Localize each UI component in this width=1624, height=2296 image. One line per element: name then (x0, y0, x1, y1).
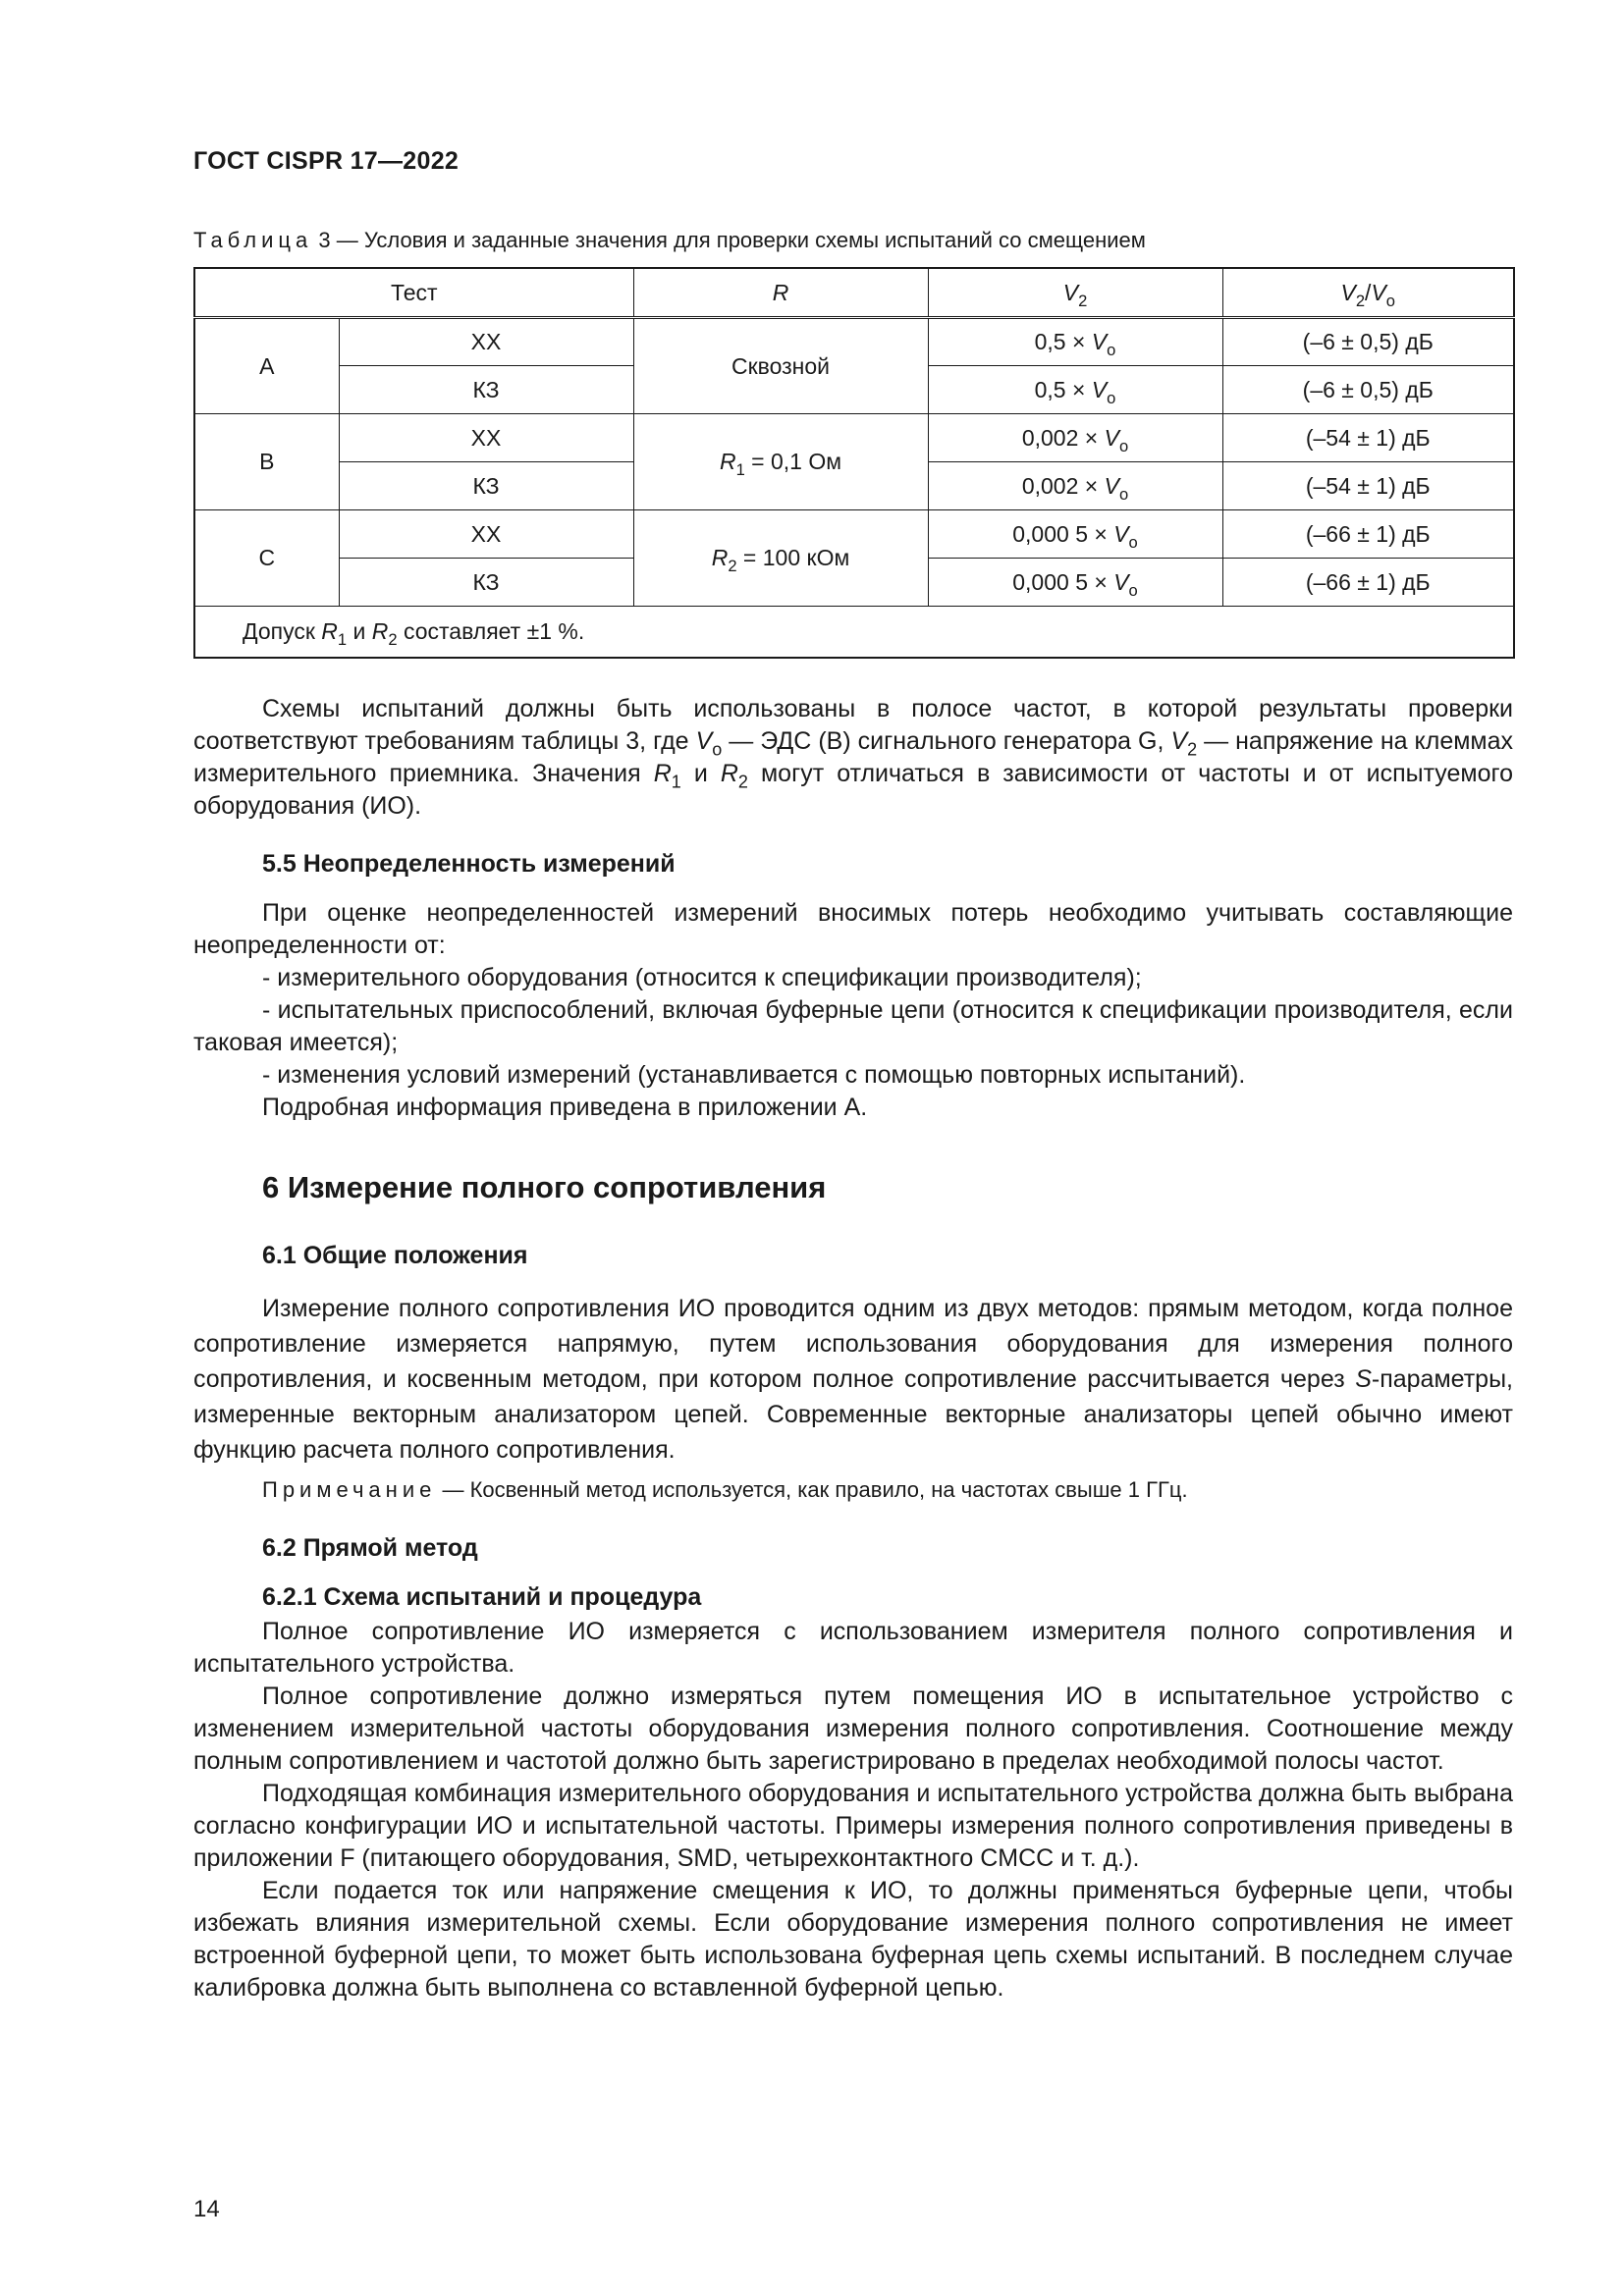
v2-cell (928, 366, 1222, 414)
r-cell (633, 414, 928, 510)
v2-cell (928, 318, 1222, 366)
header-v2 (928, 268, 1222, 318)
mode-cell: КЗ (339, 559, 633, 607)
section-6-2-1-body (193, 1616, 1513, 2004)
db-cell: (–6 ± 0,5) дБ (1222, 366, 1514, 414)
header-ratio-slash: / (1365, 279, 1372, 305)
note-r1: R (321, 618, 338, 644)
note-r2-sub: 2 (388, 629, 398, 649)
conditions-table (193, 267, 1515, 659)
table-row (194, 318, 1514, 366)
note-indirect-method (262, 1477, 1188, 1503)
table-row (194, 510, 1514, 559)
v2-symbol: V (1091, 329, 1108, 354)
v2-symbol: V (1113, 520, 1129, 547)
sec61-text-b: -параметры, измеренные векторным анализатором цепей. Современные векторные анализаторы цепей обычно имеют функцию расчета полного сопротивления. (193, 1365, 1513, 1464)
note-text: — Косвенный метод используется, как правило, на частотах свыше 1 ГГц. (436, 1477, 1188, 1502)
header-r-symbol: R (772, 279, 789, 305)
section-6-1-body (193, 1291, 1513, 1468)
r-value: = 100 кОм (736, 545, 850, 570)
table-row (194, 414, 1514, 462)
para1-vo: V (695, 727, 713, 755)
note-word: Примечание (262, 1477, 437, 1502)
para1-r2-sub: 2 (737, 772, 748, 792)
sec621-p3: Подходящая комбинация измерительного оборудования и испытательного устройства должна быть выбрана согласно конфигурации ИО и испытательной частоты. Примеры измерения полного сопротивления приведены в приложении F (питающего оборудования, SMD, четырехконтактного CMCC и т. д.). (193, 1780, 1513, 1872)
header-ratio-vo: V (1371, 279, 1386, 305)
sec621-p4: Если подается ток или напряжение смещения к ИО, то должны применяться буферные цепи, чтобы избежать влияния измерительной схемы. Если оборудование измерения полного сопротивления не имеет встроенной буферной цепи, то может быть использована буферная цепь схемы испытаний. В последнем случае калибровка должна быть выполнена со вставленной буферной цепью. (193, 1877, 1513, 2002)
v2-symbol: V (1113, 568, 1129, 595)
table-note (194, 607, 1514, 659)
para1-r1: R (653, 760, 672, 787)
db-cell: (–6 ± 0,5) дБ (1222, 318, 1514, 366)
para1-d: и (680, 760, 721, 787)
r-sub: 1 (735, 459, 745, 479)
v2-coef: 0,5 × (1034, 329, 1092, 354)
v2-coef: 0,5 × (1034, 376, 1092, 402)
header-ratio (1222, 268, 1514, 318)
header-v2-symbol: V (1062, 279, 1079, 305)
v2-sub: o (1128, 580, 1138, 600)
para1-vo-sub: o (712, 739, 723, 760)
v2-symbol: V (1091, 376, 1108, 402)
v2-sub: o (1118, 484, 1129, 504)
v2-cell (928, 510, 1222, 559)
note-r1-sub: 1 (337, 629, 348, 649)
sec61-s-param: S (1355, 1365, 1372, 1393)
sec621-p2: Полное сопротивление должно измеряться путем помещения ИО в испытательное устройство с изменением измерительной частоты оборудования измерения полного сопротивления. Соотношение между полным сопротивлением и частотой должно быть зарегистрировано в пределах необходимой полосы частот. (193, 1682, 1513, 1775)
section-heading-6-1: 6.1 Общие положения (262, 1242, 528, 1269)
header-ratio-vo-sub: o (1385, 291, 1395, 310)
header-ratio-v2-sub: 2 (1355, 291, 1366, 310)
r-cell (633, 510, 928, 607)
sec55-intro: При оценке неопределенностей измерений вносимых потерь необходимо учитывать составляющие неопределенности от: (193, 899, 1513, 959)
v2-sub: o (1107, 340, 1116, 359)
paragraph-test-circuits (193, 693, 1513, 823)
table-caption-text: 3 — Условия и заданные значения для проверки схемы испытаний со смещением (318, 228, 1146, 252)
v2-coef: 0,000 5 × (1012, 520, 1114, 547)
section-heading-6: 6 Измерение полного сопротивления (262, 1170, 827, 1204)
page-number: 14 (193, 2196, 220, 2222)
note-b: составляет ±1 %. (397, 618, 585, 644)
header-r (633, 268, 928, 318)
v2-sub: o (1128, 532, 1138, 552)
mode-cell: ХХ (339, 318, 633, 366)
list-item: - испытательных приспособлений, включая буферные цепи (относится к спецификации производителя, если таковая имеется); (193, 996, 1513, 1056)
para1-a: Схемы испытаний должны быть использованы в полосе частот, в которой результаты проверки соответствуют требованиям таблицы 3, где (193, 695, 1513, 755)
list-item: - изменения условий измерений (устанавливается с помощью повторных испытаний). (262, 1061, 1246, 1089)
db-cell: (–66 ± 1) дБ (1222, 559, 1514, 607)
db-cell: (–54 ± 1) дБ (1222, 414, 1514, 462)
note-and: и (347, 618, 372, 644)
header-ratio-v2: V (1340, 279, 1356, 305)
section-heading-6-2: 6.2 Прямой метод (262, 1534, 478, 1562)
header-test: Тест (194, 268, 633, 318)
db-cell: (–66 ± 1) дБ (1222, 510, 1514, 559)
mode-cell: ХХ (339, 414, 633, 462)
v2-symbol: V (1104, 472, 1119, 499)
group-label: C (194, 510, 339, 607)
r-value: = 0,1 Ом (744, 449, 842, 474)
table-header-row (194, 268, 1514, 318)
v2-symbol: V (1104, 424, 1119, 451)
para1-b: — ЭДС (В) сигнального генератора G, (722, 727, 1171, 755)
table-note-row (194, 607, 1514, 659)
sec55-outro: Подробная информация приведена в приложении А. (262, 1094, 868, 1121)
para1-r1-sub: 1 (671, 772, 681, 792)
note-a: Допуск (243, 618, 322, 644)
v2-coef: 0,000 5 × (1012, 568, 1114, 595)
note-r2: R (371, 618, 389, 644)
sec621-p1: Полное сопротивление ИО измеряется с использованием измерителя полного сопротивления и испытательного устройства. (193, 1618, 1513, 1678)
r-cell: Сквозной (633, 318, 928, 414)
para1-r2: R (720, 760, 738, 787)
v2-cell (928, 462, 1222, 510)
para1-e: могут отличаться в зависимости от частоты и от испытуемого оборудования (ИО). (193, 760, 1513, 820)
v2-sub: o (1107, 388, 1116, 407)
r-symbol: R (711, 545, 729, 570)
header-v2-sub: 2 (1078, 291, 1088, 310)
r-sub: 2 (728, 556, 737, 575)
mode-cell: ХХ (339, 510, 633, 559)
v2-coef: 0,002 × (1021, 424, 1105, 451)
group-label: A (194, 318, 339, 414)
db-cell: (–54 ± 1) дБ (1222, 462, 1514, 510)
para1-c: — напряжение на клеммах измерительного приемника. Значения (193, 727, 1514, 787)
v2-cell (928, 559, 1222, 607)
mode-cell: КЗ (339, 366, 633, 414)
table-caption-word: Таблица (193, 228, 313, 252)
para1-v2-sub: 2 (1187, 739, 1198, 760)
r-symbol: R (719, 449, 736, 474)
paragraph-text (193, 693, 1513, 823)
section-heading-5-5: 5.5 Неопределенность измерений (262, 850, 676, 878)
table-caption (193, 228, 1146, 253)
list-item: - измерительного оборудования (относится к спецификации производителя); (262, 964, 1142, 991)
v2-cell (928, 414, 1222, 462)
sec61-text-a: Измерение полного сопротивления ИО проводится одним из двух методов: прямым методом, когда полное сопротивление измеряется напрямую, путем использования оборудования для измерения полного сопротивления, и косвенным методом, при котором полное сопротивление рассчитывается через (193, 1295, 1513, 1393)
group-label: B (194, 414, 339, 510)
para1-v2: V (1170, 727, 1188, 755)
v2-coef: 0,002 × (1021, 472, 1105, 499)
sec61-text (193, 1291, 1513, 1468)
v2-sub: o (1118, 436, 1129, 455)
document-header: ГОСТ CISPR 17—2022 (193, 147, 460, 175)
mode-cell: КЗ (339, 462, 633, 510)
section-heading-6-2-1: 6.2.1 Схема испытаний и процедура (262, 1583, 702, 1611)
section-5-5-body (193, 897, 1513, 1124)
